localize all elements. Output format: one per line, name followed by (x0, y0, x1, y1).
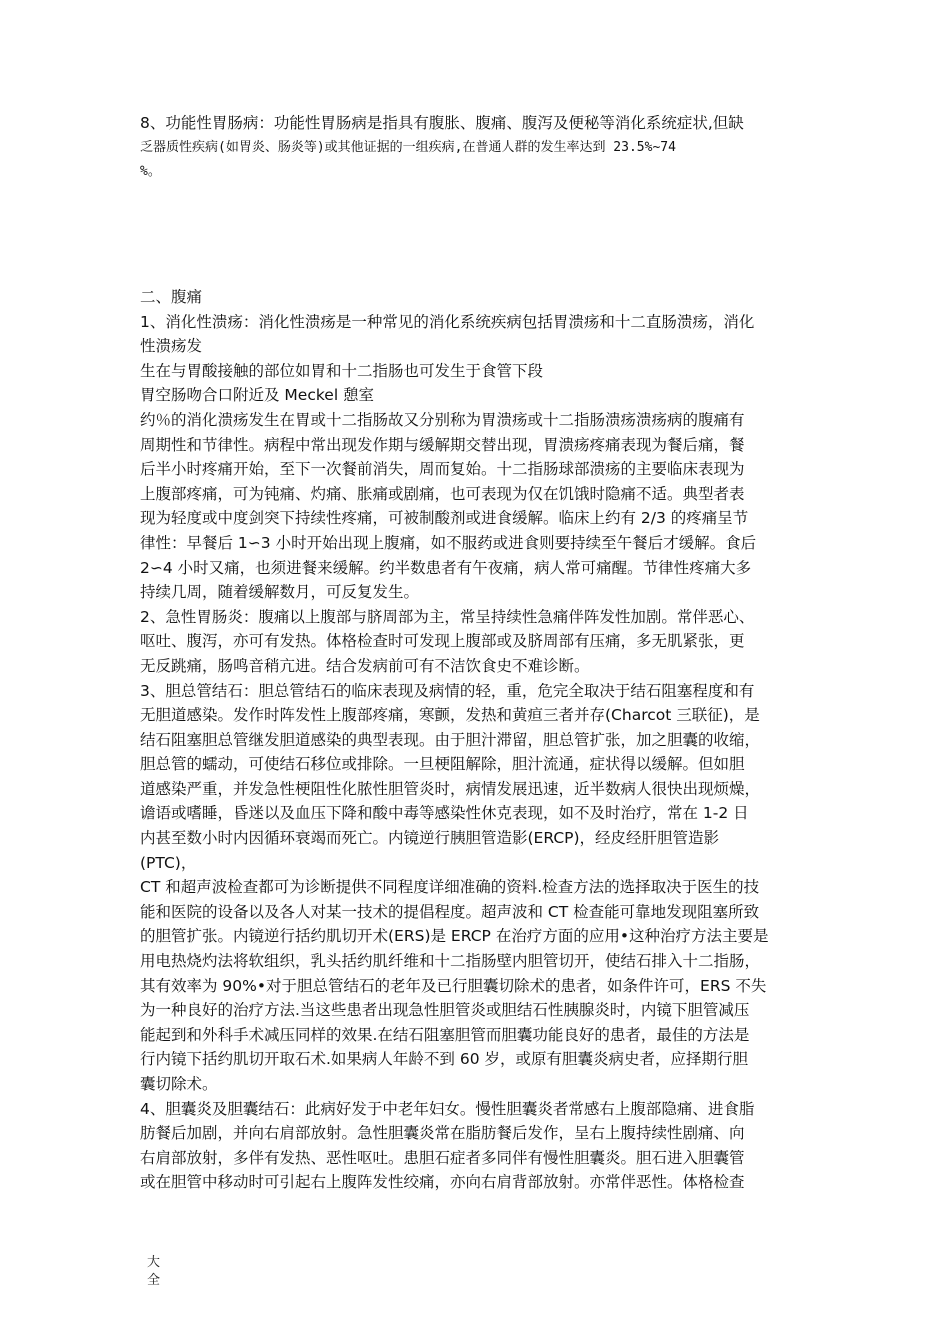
text-line: 现为轻度或中度剑突下持续性疼痛，可被制酸剂或进食缓解。临床上约有 2/3 的疼痛呈节 (140, 509, 749, 528)
text-line: 或在胆管中移动时可引起右上腹阵发性绞痛，亦向右肩背部放射。亦常伴恶性。体格检查 (140, 1173, 745, 1192)
text-line: 生在与胃酸接触的部位如胃和十二指肠也可发生于食管下段 (140, 361, 544, 380)
text-line: 为一种良好的治疗方法.当这些患者出现急性胆管炎或胆结石性胰腺炎时，内镜下胆管减压 (140, 1001, 750, 1020)
text-line: 行内镜下括约肌切开取石术.如果病人年龄不到 60 岁，或原有胆囊炎病史者，应择期行胆 (140, 1050, 749, 1069)
text-line: 囊切除术。 (140, 1075, 218, 1093)
text-line: 道感染严重，并发急性梗阻性化脓性胆管炎时，病情发展迅速，近半数病人很快出现烦燥， (140, 779, 761, 798)
text-line: 8、功能性胃肠病：功能性胃肠病是指具有腹胀、腹痛、腹泻及便秘等消化系统症状,但缺 (140, 114, 744, 132)
text-line: 能和医院的设备以及各人对某一技术的提倡程度。超声波和 CT 检查能可靠地发现阻塞所致 (140, 902, 760, 921)
text-line: 谵语或嗜睡，昏迷以及血压下降和酸中毒等感染性休克表现，如不及时治疗，常在 1-2 日 (140, 804, 749, 823)
text-line: 性溃疡发 (140, 337, 203, 356)
text-line: 无胆道感染。发作时阵发性上腹部疼痛，寒颤，发热和黄疸三者并存(Charcot 三联征)，是 (140, 706, 760, 725)
text-line: 2、急性胃肠炎：腹痛以上腹部与脐周部为主，常呈持续性急痛伴阵发性加剧。常伴恶心、 (140, 607, 755, 626)
text-line: 上腹部疼痛，可为钝痛、灼痛、胀痛或剧痛，也可表现为仅在饥饿时隐痛不适。典型者表 (140, 484, 745, 503)
text-line: %。 (140, 164, 161, 180)
text-line: 胆总管的蠕动，可使结石移位或排除。一旦梗阻解除，胆汁流通，症状得以缓解。但如胆 (140, 755, 745, 774)
footer-char: 全 (147, 1273, 161, 1288)
text-line: 1、消化性溃疡：消化性溃疡是一种常见的消化系统疾病包括胃溃疡和十二直肠溃疡，消化 (140, 312, 755, 331)
text-line: 右肩部放射，多伴有发热、恶性呕吐。患胆石症者多同伴有慢性胆囊炎。胆石进入胆囊管 (140, 1148, 745, 1167)
section-heading: 二、腹痛 (140, 288, 203, 306)
text-line: 呕吐、腹泻，亦可有发热。体格检查时可发现上腹部或及脐周部有压痛，多无肌紧张，更 (140, 632, 745, 651)
text-line: 周期性和节律性。病程中常出现发作期与缓解期交替出现，胃溃疡疼痛表现为餐后痛，餐 (140, 435, 745, 454)
text-line: 用电热烧灼法将软组织，乳头括约肌纤维和十二指肠壁内胆管切开，使结石排入十二指肠， (140, 952, 761, 971)
text-line: 内甚至数小时内因循环衰竭而死亡。内镜逆行胰胆管造影(ERCP)，经皮经肝胆管造影 (140, 829, 720, 848)
text-line: 乏器质性疾病(如胃炎、肠炎等)或其他证据的一组疾病,在普通人群的发生率达到 23.5%~74 (140, 139, 676, 155)
text-line: 其有效率为 90%•对于胆总管结石的老年及已行胆囊切除术的患者，如条件许可，ERS 不失 (140, 976, 767, 995)
text-line: 能起到和外科手术减压同样的效果.在结石阻塞胆管而胆囊功能良好的患者，最佳的方法是 (140, 1025, 750, 1044)
text-line: 的胆管扩张。内镜逆行括约肌切开术(ERS)是 ERCP 在治疗方面的应用•这种治疗方法主要是 (140, 927, 769, 946)
page-footer (147, 1254, 167, 1290)
text-line: 持续几周，随着缓解数月，可反复发生。 (140, 583, 420, 602)
text-line: 4、胆囊炎及胆囊结石：此病好发于中老年妇女。慢性胆囊炎者常感右上腹部隐痛、进食脂 (140, 1099, 755, 1118)
text-line: (PTC)， (140, 853, 197, 872)
section-abdominal-pain (140, 285, 830, 1195)
text-line: 律性：早餐后 1∽3 小时开始出现上腹痛，如不服药或进食则要持续至午餐后才缓解。食后 (140, 533, 757, 552)
text-line: 无反跳痛，肠鸣音稍亢进。结合发病前可有不洁饮食史不难诊断。 (140, 656, 590, 675)
text-line: 胃空肠吻合口附近及 Meckel 憩室 (140, 386, 375, 405)
text-line: 2∽4 小时又痛，也须进餐来缓解。约半数患者有午夜痛，病人常可痛醒。节律性疼痛大多 (140, 558, 752, 577)
footer-char: 大 (147, 1255, 161, 1270)
text-line: 3、胆总管结石：胆总管结石的临床表现及病情的轻，重，危完全取决于结石阻塞程度和有 (140, 681, 755, 700)
text-line: 结石阻塞胆总管继发胆道感染的典型表现。由于胆汁滞留，胆总管扩张，加之胆囊的收缩， (140, 730, 761, 749)
text-line: 约％的消化溃疡发生在胃或十二指肠故又分别称为胃溃疡或十二指肠溃疡溃疡病的腹痛有 (140, 410, 745, 429)
paragraph-functional-gi (140, 111, 830, 185)
text-line: 后半小时疼痛开始，至下一次餐前消失，周而复始。十二指肠球部溃疡的主要临床表现为 (140, 460, 745, 479)
text-line: CT 和超声波检查都可为诊断提供不同程度详细准确的资料.检查方法的选择取决于医生的技 (140, 878, 760, 897)
text-line: 肪餐后加剧，并向右肩部放射。急性胆囊炎常在脂肪餐后发作，呈右上腹持续性剧痛、向 (140, 1124, 745, 1143)
